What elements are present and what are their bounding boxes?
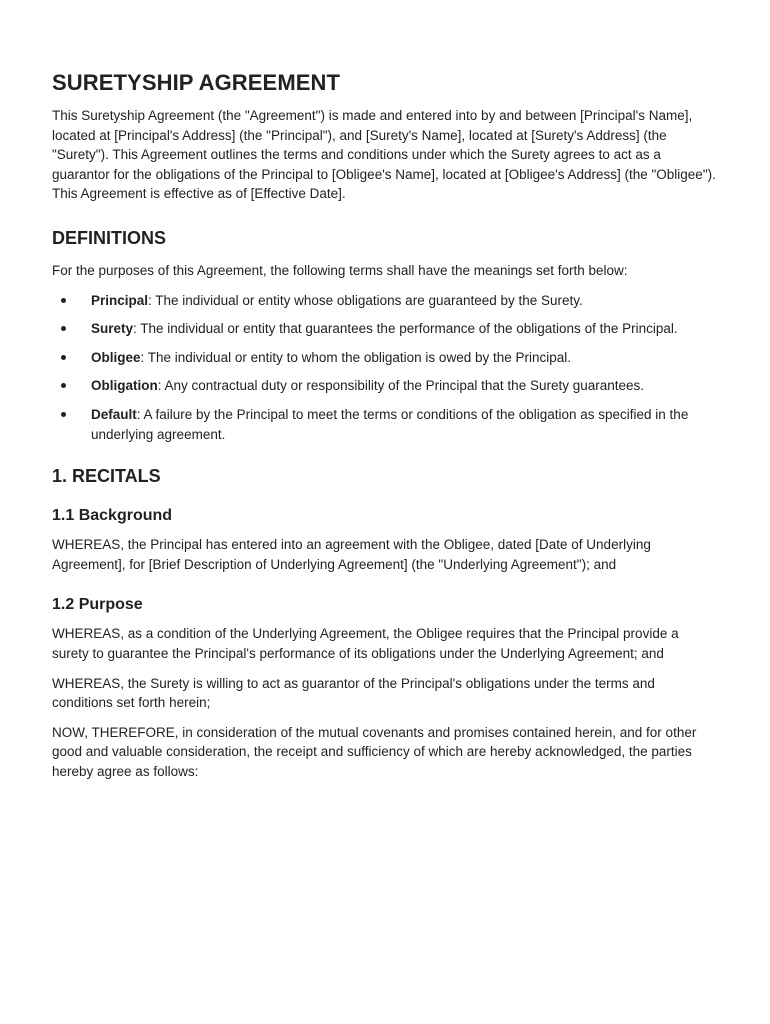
definition-text: : The individual or entity to whom the obligation is owed by the Principal.	[140, 349, 572, 365]
definitions-list	[52, 291, 718, 445]
definition-item	[52, 405, 718, 444]
definition-term: Principal	[91, 292, 149, 308]
bullet-icon	[61, 383, 66, 388]
purpose-paragraph: WHEREAS, as a condition of the Underlying Agreement, the Obligee requires that the Principal provide a surety to guarantee the Principal's performance of its obligations under the Underlying Agreement; and	[52, 626, 679, 661]
definition-term: Obligation	[91, 378, 158, 394]
recitals-heading: 1. RECITALS	[52, 466, 161, 487]
definitions-heading: DEFINITIONS	[52, 227, 167, 248]
definition-text: : The individual or entity whose obligations are guaranteed by the Surety.	[148, 292, 583, 308]
definition-term: Obligee	[91, 349, 141, 365]
bullet-icon	[61, 412, 66, 417]
definition-text: : Any contractual duty or responsibility of the Principal that the Surety guarantees.	[157, 378, 645, 394]
definition-item	[52, 376, 718, 396]
definition-item	[52, 291, 718, 311]
definition-text: : The individual or entity that guarantees the performance of the obligations of the Principal.	[133, 321, 678, 337]
definition-item	[52, 319, 718, 339]
definition-item	[52, 348, 718, 368]
background-paragraph: WHEREAS, the Principal has entered into an agreement with the Obligee, dated [Date of Underlying Agreement], for [Brief Description of Underlying Agreement] (the "Underlying Agreement"); and	[52, 537, 651, 572]
bullet-icon	[61, 355, 66, 360]
document-title: SURETYSHIP AGREEMENT	[52, 70, 341, 95]
purpose-paragraph: NOW, THEREFORE, in consideration of the mutual covenants and promises contained herein, and for other good and valuable consideration, the receipt and sufficiency of which are hereby acknowledged, the parties hereby agree as follows:	[52, 724, 697, 779]
bullet-icon	[61, 326, 66, 331]
bullet-icon	[61, 298, 66, 303]
background-heading: 1.1 Background	[52, 507, 173, 525]
purpose-heading: 1.2 Purpose	[52, 596, 143, 614]
definitions-lead: For the purposes of this Agreement, the following terms shall have the meanings set forth below:	[52, 262, 628, 278]
definition-term: Default	[91, 406, 137, 422]
definition-text: : A failure by the Principal to meet the terms or conditions of the obligation as specified in the underlying agreement.	[91, 406, 689, 442]
purpose-paragraph: WHEREAS, the Surety is willing to act as guarantor of the Principal's obligations under the terms and conditions set forth herein;	[52, 675, 655, 711]
intro-paragraph: This Suretyship Agreement (the "Agreement") is made and entered into by and between [Principal's Name], located at [Principal's Address] (the "Principal"), and [Surety's Name], located at [Surety's Address] (the "Surety"). This Agreement outlines the terms and conditions under which the Surety agrees to act as a guarantor for the obligations of the Principal to [Obligee's Name], located at [Obligee's Address] (the "Obligee"). This Agreement is effective as of [Effective Date].	[52, 108, 716, 202]
definition-term: Surety	[91, 321, 134, 337]
